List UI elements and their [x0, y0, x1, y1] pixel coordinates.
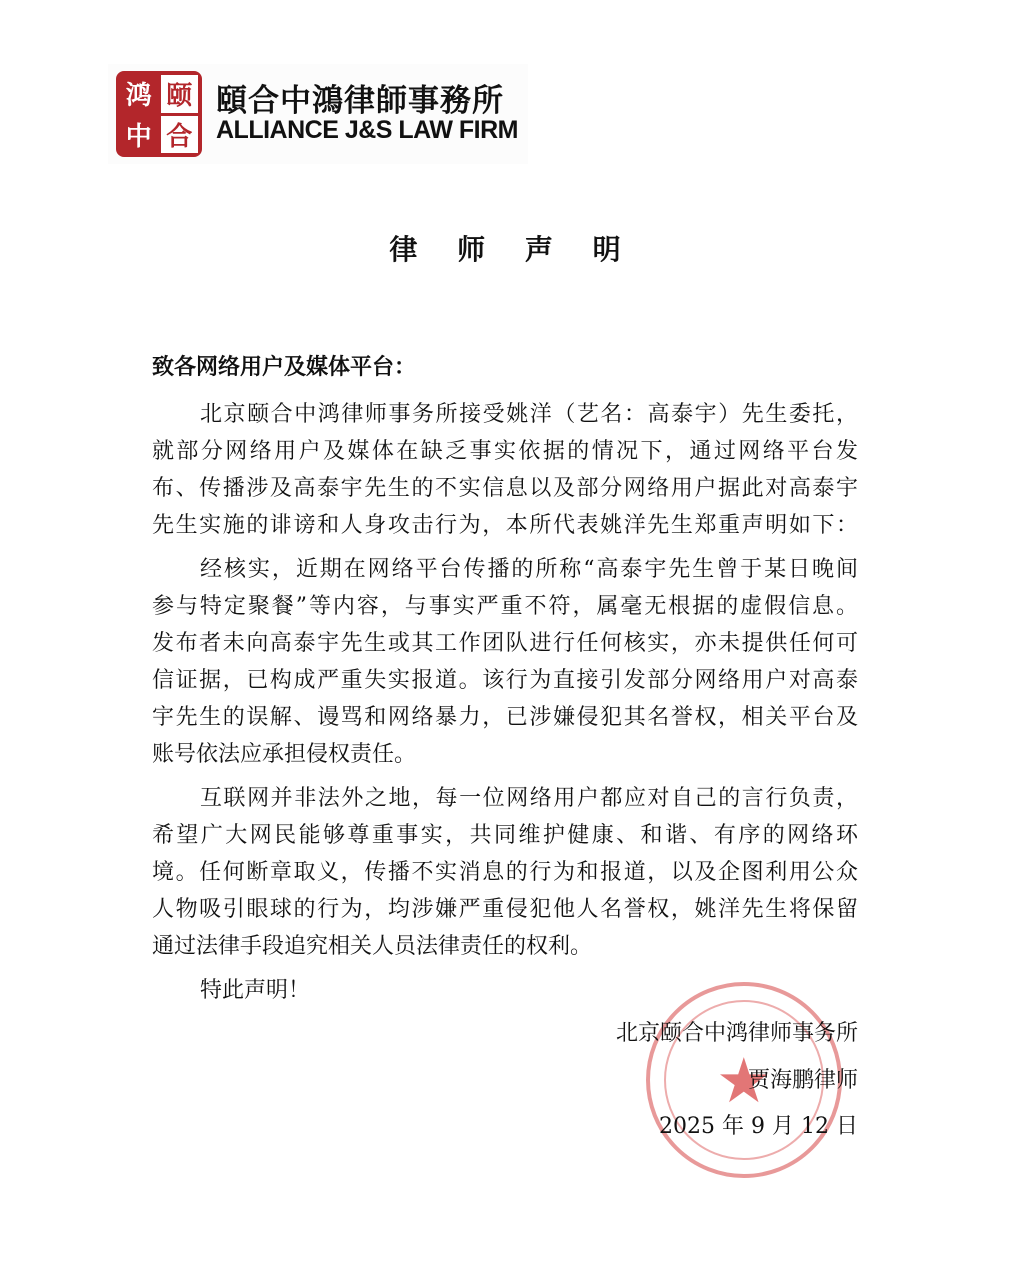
document-body: [152, 396, 858, 1016]
paragraph-1: [152, 396, 858, 544]
text-line: 经核实，近期在网络平台传播的所称“高泰宇先生曾于某日晚间: [200, 557, 858, 582]
text-line: 账号依法应承担侵权责任。: [152, 742, 417, 767]
firm-logo: [108, 64, 528, 164]
text-line: 通过法律手段追究相关人员法律责任的权利。: [152, 934, 593, 959]
seal-char: 颐: [161, 75, 199, 113]
star-icon: ★: [716, 1044, 772, 1117]
signature-firm: 北京颐合中鸿律师事务所: [615, 1021, 858, 1046]
signature-date: 2025 年 9 月 12 日: [659, 1114, 858, 1139]
text-line: 境。任何断章取义，传播不实消息的行为和报道，以及企图利用公众: [152, 860, 858, 885]
seal-char: 合: [161, 116, 199, 154]
firm-name-en: ALLIANCE J&S LAW FIRM: [216, 116, 518, 145]
seal-char: 中: [120, 116, 158, 154]
text-line: 特此声明！: [200, 978, 311, 1003]
salutation: 致各网络用户及媒体平台：: [152, 355, 417, 380]
text-line: 希望广大网民能够尊重事实，共同维护健康、和谐、有序的网络环: [152, 823, 858, 848]
seal-char: 鸿: [120, 75, 158, 113]
firm-name-cn: 頤合中鴻律師事務所: [216, 82, 504, 119]
logo-seal: [116, 71, 202, 157]
paragraph-3: [152, 780, 858, 965]
text-line: 就部分网络用户及媒体在缺乏事实依据的情况下，通过网络平台发: [152, 439, 858, 464]
text-line: 北京颐合中鸿律师事务所接受姚洋（艺名：高泰宇）先生委托，: [200, 402, 858, 427]
text-line: 参与特定聚餐”等内容，与事实严重不符，属毫无根据的虚假信息。: [152, 594, 858, 619]
document-title: 律 师 声 明: [389, 233, 625, 266]
text-line: 人物吸引眼球的行为，均涉嫌严重侵犯他人名誉权，姚洋先生将保留: [152, 897, 858, 922]
signature-lawyer: 贾海鹏律师: [747, 1068, 858, 1093]
text-line: 宇先生的误解、谩骂和网络暴力，已涉嫌侵犯其名誉权，相关平台及: [152, 705, 858, 730]
text-line: 先生实施的诽谤和人身攻击行为，本所代表姚洋先生郑重声明如下：: [152, 513, 858, 538]
text-line: 信证据，已构成严重失实报道。该行为直接引发部分网络用户对高泰: [152, 668, 858, 693]
text-line: 发布者未向高泰宇先生或其工作团队进行任何核实，亦未提供任何可: [152, 631, 858, 656]
text-line: 布、传播涉及高泰宇先生的不实信息以及部分网络用户据此对高泰宇: [152, 476, 858, 501]
paragraph-2: [152, 551, 858, 773]
text-line: 互联网并非法外之地，每一位网络用户都应对自己的言行负责，: [200, 786, 858, 811]
